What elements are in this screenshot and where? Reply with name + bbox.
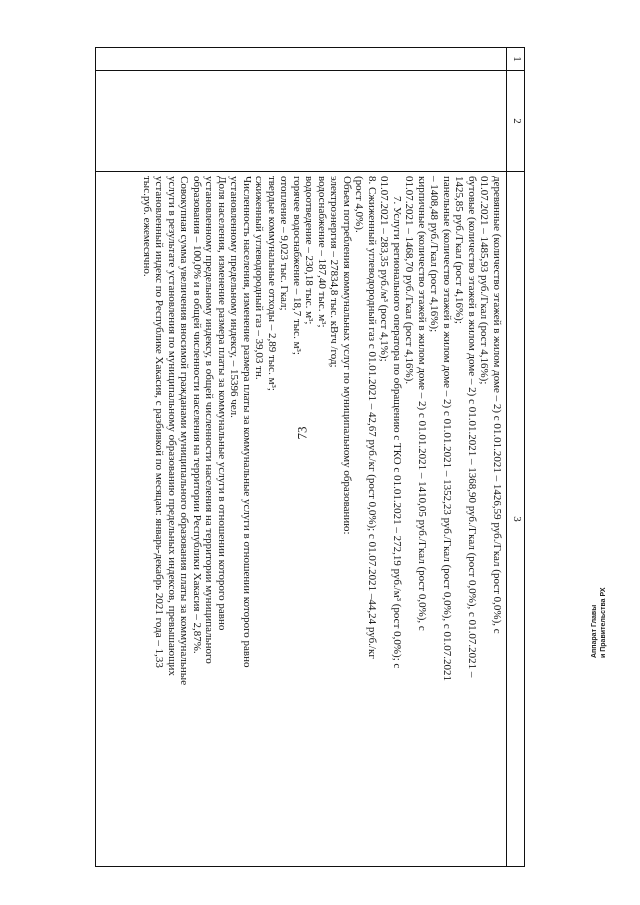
header-row (507, 48, 525, 867)
body-col-1 (96, 48, 507, 71)
text-line: водоотведение – 230,18 тыс. м³; (303, 176, 316, 325)
text-line: бутовые (количество этажей в жилом доме – 2) с 01.01.2021 – 1368,90 руб./Гкал (рост 0,0%), с 01.07.2021 – (466, 176, 478, 678)
text-line: 1425,85 руб./Гкал (рост 4,16%); (453, 176, 466, 324)
text-line: электроэнергия – 27834,8 тыс. кВтч /год; (328, 176, 341, 368)
text-line: панельные (количество этажей в жилом доме – 2) с 01.01.2021 – 1352,23 руб./Гкал (рост 0,0%), с 01.07.2021 (441, 176, 453, 682)
text-line: установленному предельному индексу, в общей численности населения на территории муниципального (203, 176, 216, 664)
text-line: установленный индекс по Республике Хакасия, с разбивкой по месяцам: январь-декабрь 2021 года – 1,33 (153, 176, 166, 668)
text-line: Численность населения, изменение размера платы за коммунальные услуги в отношении которого равно (241, 176, 253, 668)
text-line: 7. Услуги регионального оператора по обращению с ТКО с 01.01.2021 – 272,19 руб./м³ (рост 0,0%); с (391, 196, 403, 669)
text-line: 01.07.2021 – 1468,70 руб./Гкал (рост 4,16%). (403, 176, 416, 385)
text-line: деревянные (количество этажей в жилом доме – 2) с 01.01.2021 – 1426,59 руб./Гкал (рост 0,0%), с (491, 176, 503, 634)
text-line: Объем потребления коммунальных услуг по муниципальному образованию: (341, 176, 353, 535)
text-line: 8. Сжиженный углеводородный газ с 01.01.2021 – 42,67 руб./кг (рост 0,0%); с 01.07.2021 –44,24 руб./кг (366, 176, 378, 659)
text-line: установленному предельному индексу, – 15396 чел. (228, 176, 241, 418)
official-stamp (590, 587, 608, 658)
rotated-table-container (95, 47, 525, 867)
text-line: Доля населения, изменение размера платы за коммунальные услуги в отношении которого равно (216, 176, 228, 631)
body-row (96, 48, 507, 867)
text-line: (рост 4,0%). (353, 176, 366, 233)
body-col-2 (96, 71, 507, 172)
text-line: водоснабжение – 187,40 тыс. м³; (316, 176, 328, 328)
page-number: 73 (294, 426, 310, 440)
body-col-3 (96, 172, 507, 867)
header-col-3: 3 (507, 172, 525, 867)
stamp-line-2: и Правительства РХ (600, 587, 607, 658)
text-line: твердые коммунальные отходы – 2,89 тыс. м³; (266, 176, 278, 391)
text-line: 01.07.2021 – 1485,93 руб./Гкал (рост 4,16%); (478, 176, 491, 385)
text-line: сжиженный углеводородный газ – 39,03 тн. (253, 176, 266, 380)
text-line: образования – 100,0% и в общей численности населения на территории Республики Хакасия – 2,87%. (191, 176, 203, 654)
text-line: услуги в результате установления по муниципальному образованию предельных индексов, превышающих (166, 176, 178, 676)
header-col-1: 1 (507, 48, 525, 71)
text-line: Совокупная сумма увеличения вносимой гражданами муниципального образования платы за коммунальные (178, 176, 191, 686)
tariff-table (95, 47, 525, 867)
text-line: горячее водоснабжение – 18,7 тыс. м³; (291, 176, 303, 355)
text-line: отопление – 9,023 тыс. Гкал; (278, 176, 291, 311)
text-line: – 1408,48 руб./Гкал (рост 4,16%); (428, 176, 441, 333)
stamp-line-1: Аппарат Главы (591, 604, 598, 658)
header-col-2: 2 (507, 71, 525, 172)
text-line: тыс.руб. ежемесячно. (141, 176, 153, 277)
text-line: кирпичные (количество этажей в жилом доме – 2) с 01.01.2021 – 1410,05 руб./Гкал (рост 0,0%), с (416, 176, 428, 631)
text-line: 01.07.2021 – 283,35 руб./м³ (рост 4,1%); (378, 176, 391, 362)
